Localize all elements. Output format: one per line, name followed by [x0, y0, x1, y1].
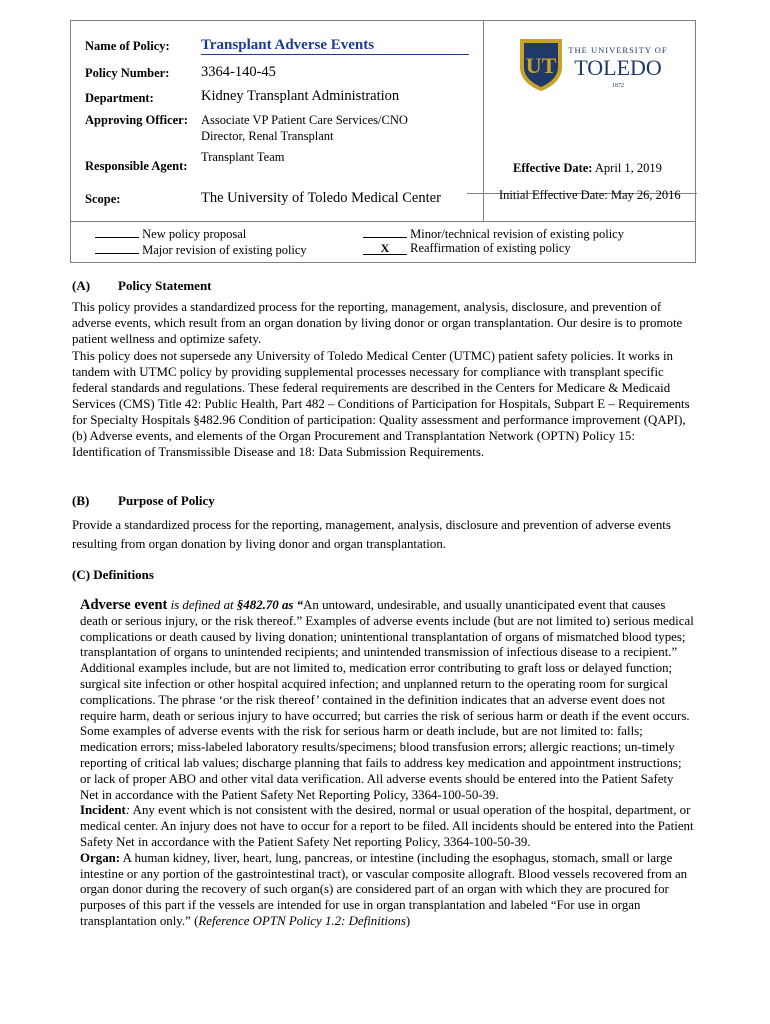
organ-ref: Reference OPTN Policy 1.2: Definitions — [198, 913, 406, 928]
effective-date-label: Effective Date: — [513, 161, 593, 175]
blank-reaffirmation: X — [363, 242, 407, 255]
approving-officer-line1: Associate VP Patient Care Services/CNO — [201, 113, 408, 127]
checkbox-major-revision — [95, 241, 307, 258]
logo-line1: THE UNIVERSITY OF — [568, 45, 668, 55]
organ-text: A human kidney, liver, heart, lung, pancreas, or intestine (including the esophagus, stomach, small or large intestine or any portion of the gastrointestinal tract), or vascular composite allograft. Blood vessels recovered from an organ donor during the recovery of such organ(s) are considered part of an organ with which they are procured for purposes of this part if the vessels are intended for use in organ transplantation and labeled “For use in organ transplantation only.” ( — [80, 850, 688, 928]
adverse-event-ref: §482.70 as “ — [236, 598, 304, 612]
section-a-letter: (A) — [72, 278, 91, 293]
adverse-event-term: Adverse event — [80, 597, 168, 613]
university-of-toledo-logo — [518, 37, 668, 93]
initial-effective-date: Initial Effective Date: May 26, 2016 — [499, 188, 681, 202]
policy-number: 3364-140-45 — [201, 64, 276, 80]
department-value: Kidney Transplant Administration — [201, 88, 400, 104]
policy-header-box — [70, 20, 696, 263]
organ-term: Organ: — [80, 850, 121, 865]
adverse-event-text: An untoward, undesirable, and usually unanticipated event that causes death or serious injury, or the risk thereof.” Examples of adverse events include (but are not limited to) serious medical complications or death caused by living donation; unintentional transplantation of organs of mismatched blood types; transplantation of organs to unintended recipients; and unintended transmission of infectious disease to a recipient.” Additional examples include, but are not limited to, medication error contributing to graft loss or delayed function; surgical site infection or other hospital acquired infection; and unplanned return to the operating room for surgical complications. The phrase ‘or the risk thereof’ contained in the definition indicates that an adverse event does not require harm, death or serious injury to have occurred; but carries the risk of serious harm or death if the event occurs. Some examples of adverse events with the risk for serious harm or death include, but are not limited to: falls; medication errors; miss-labeled laboratory results/specimens; blood transfusion errors; allergic reactions; un-timely reporting of critical lab values; discharge planning that fails to address key medication and appointment instructions; or lack of proper ABO and other vital data verification. All adverse events should be entered into the Patient Safety Net in accordance with the Patient Safety Net Reporting Policy, 3364-100-50-39. — [80, 598, 694, 802]
logo-year: 1872 — [612, 83, 624, 89]
reaffirmation-label: Reaffirmation of existing policy — [410, 241, 571, 255]
organ-close: ) — [405, 913, 411, 928]
incident-text: Any event which is not consistent with the desired, normal or usual operation of the hospital, department, or medical center. An injury does not have to occur for a report to be filed. All incidents should be entered into the Patient Safety Net in accordance with the Patient Safety Net reporting Policy, 3364-100-50-39. — [80, 803, 694, 849]
new-policy-label: New policy proposal — [142, 227, 247, 241]
header-vertical-divider — [483, 21, 484, 221]
blank-new-policy — [95, 225, 139, 238]
major-revision-label: Major revision of existing policy — [142, 243, 307, 257]
policy-name-underline — [201, 54, 469, 55]
blank-major-revision — [95, 241, 139, 254]
section-c-title: (C) Definitions — [72, 567, 154, 582]
blank-minor-revision — [363, 225, 407, 238]
header-horizontal-divider — [71, 221, 695, 222]
scope-label: Scope: — [85, 192, 121, 206]
approving-officer-line2: Director, Renal Transplant — [201, 129, 334, 143]
effective-date-value: April 1, 2019 — [594, 161, 662, 175]
checkbox-new-policy — [95, 225, 246, 242]
effective-date — [513, 161, 662, 176]
minor-revision-label: Minor/technical revision of existing policy — [410, 227, 624, 241]
section-b-para: Provide a standardized process for the reporting, management, analysis, disclosure and prevention of adverse events resulting from organ donation by living donor and organ transplantation. — [72, 518, 671, 551]
incident-term: Incident — [80, 803, 126, 818]
adverse-event-defined: is defined at — [167, 598, 237, 612]
checkbox-minor-revision — [363, 225, 624, 242]
department-label: Department: — [85, 91, 154, 105]
definition-adverse-event — [80, 598, 694, 930]
section-b-letter: (B) — [72, 493, 90, 508]
logo-mark: UT — [525, 53, 557, 78]
logo-line2: TOLEDO — [574, 55, 662, 80]
scope-value: The University of Toledo Medical Center — [201, 190, 441, 206]
incident-colon: : — [125, 803, 131, 818]
responsible-agent-value: Transplant Team — [201, 150, 285, 164]
section-a-title: Policy Statement — [118, 278, 212, 293]
responsible-agent-label: Responsible Agent: — [85, 159, 188, 173]
section-a-para1: This policy provides a standardized process for the reporting, management, analysis, disclosure, and prevention of adverse events, which result from an organ donation by living donor or organ transplantation. Our desire is to promote patient wellness and optimize safety. — [72, 300, 683, 346]
policy-name: Transplant Adverse Events — [201, 37, 375, 53]
section-b-title: Purpose of Policy — [118, 493, 215, 508]
policy-number-label: Policy Number: — [85, 66, 170, 80]
name-of-policy-label: Name of Policy: — [85, 39, 170, 53]
approving-officer-label: Approving Officer: — [85, 113, 188, 127]
section-a-para2: This policy does not supersede any University of Toledo Medical Center (UTMC) patient safety policies. It works in tandem with UTMC policy by providing supplemental processes necessary for compliance with transplant specific federal standards and regulations. These federal requirements are described in the Centers for Medicare & Medicaid Services (CMS) Title 42: Public Health, Part 482 – Conditions of Participation for Hospitals, Subpart E – Requirements for Specialty Hospitals §482.96 Condition of participation: Quality assessment and performance improvement (QAPI), (b) Adverse events, and elements of the Organ Procurement and Transplantation Network (OPTN) Policy 15: Identification of Transmissible Disease and 18: Data Submission Requirements. — [72, 349, 690, 459]
checkbox-reaffirmation — [363, 241, 571, 256]
